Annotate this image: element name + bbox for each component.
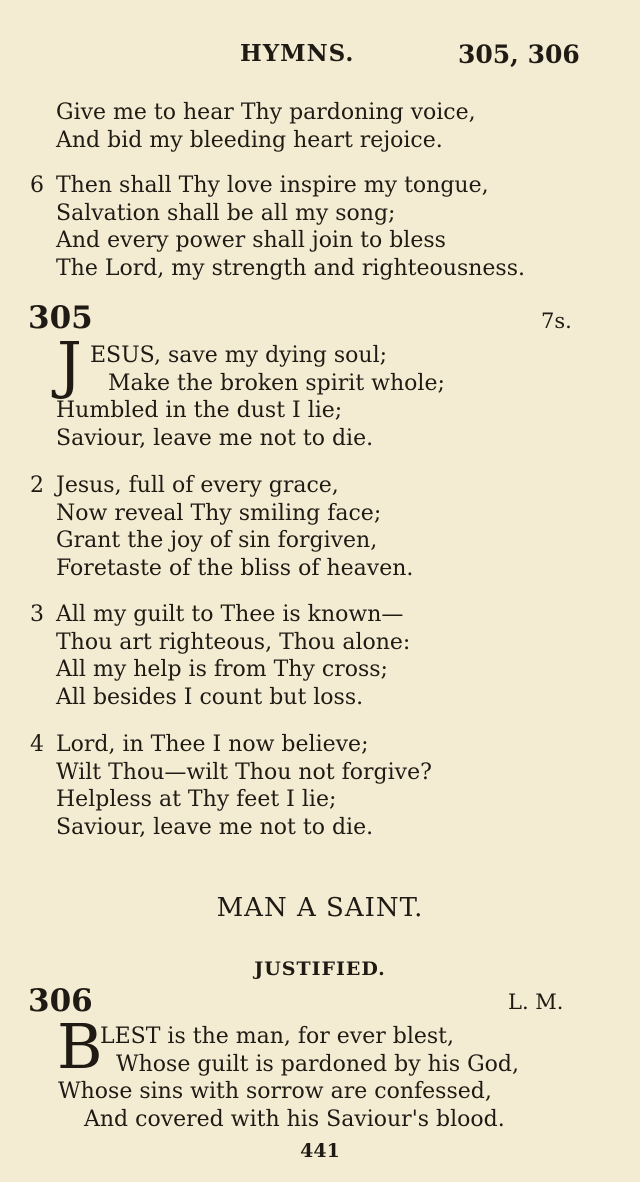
hymn-number-305: 305 (28, 300, 93, 336)
page-header (0, 40, 640, 74)
verse-line: Helpless at Thy feet I lie; (56, 787, 337, 812)
verse-line: Then shall Thy love inspire my tongue, (56, 173, 489, 198)
stanza-1-line2 (108, 370, 640, 398)
verse-line: Give me to hear Thy pardoning voice, (56, 100, 476, 125)
stanza-number: 4 (30, 732, 44, 757)
verse-line: Salvation shall be all my song; (56, 200, 396, 226)
hymn-306-line2 (116, 1051, 640, 1079)
hymn-306-line3 (58, 1078, 618, 1106)
hymn-meter-305: 7s. (541, 309, 572, 333)
hymn-306-line4 (84, 1106, 640, 1134)
stanza-1-rest (56, 397, 616, 452)
verse-line: LEST is the man, for ever blest, (100, 1024, 455, 1049)
verse-line: The Lord, my strength and righteousness. (56, 255, 525, 281)
hymn-range: 305, 306 (458, 40, 580, 69)
hymn-meter-306: L. M. (508, 990, 564, 1014)
stanza-number: 2 (30, 473, 44, 498)
stanza-3 (30, 601, 616, 711)
verse-line: Now reveal Thy smiling face; (56, 500, 382, 526)
running-title: HYMNS. (240, 40, 355, 67)
verse-line: Thou art righteous, Thou alone: (56, 629, 411, 655)
verse-line: Lord, in Thee I now believe; (56, 732, 369, 757)
stanza-number: 3 (30, 602, 44, 627)
stanza-number: 6 (30, 173, 44, 198)
hymn-number-306: 306 (28, 983, 93, 1019)
stanza-2 (30, 472, 616, 582)
verse-line: Grant the joy of sin forgiven, (56, 528, 378, 553)
verse-line: Jesus, full of every grace, (56, 473, 339, 498)
verse-line: Humbled in the dust I lie; (56, 398, 343, 423)
verse-line: Whose guilt is pardoned by his God, (116, 1051, 520, 1077)
section-title: MAN A SAINT. (216, 893, 424, 923)
hymn-306-line1 (100, 1023, 640, 1051)
verse-line: ESUS, save my dying soul; (90, 343, 388, 368)
stanza-6 (30, 172, 616, 282)
stanza-4 (30, 731, 616, 841)
verse-line: Saviour, leave me not to die. (56, 425, 374, 451)
verse-line: Wilt Thou—wilt Thou not forgive? (56, 759, 432, 785)
verse-line: Make the broken spirit whole; (108, 370, 445, 396)
drop-cap-306: B (57, 1010, 103, 1083)
stanza-continuation (56, 99, 616, 154)
verse-line: Foretaste of the bliss of heaven. (56, 555, 414, 581)
verse-line: All besides I count but loss. (56, 684, 364, 710)
stanza-1-head (90, 342, 640, 370)
section-subtitle: JUSTIFIED. (254, 958, 386, 980)
verse-line: All my help is from Thy cross; (56, 657, 388, 682)
verse-line: All my guilt to Thee is known— (56, 602, 404, 627)
verse-line: And covered with his Saviour's blood. (84, 1106, 505, 1132)
page-number: 441 (300, 1140, 340, 1162)
verse-line: And every power shall join to bless (56, 228, 446, 253)
verse-line: Saviour, leave me not to die. (56, 814, 374, 840)
verse-line: And bid my bleeding heart rejoice. (56, 127, 443, 153)
verse-line: Whose sins with sorrow are confessed, (58, 1079, 492, 1104)
drop-cap-305: J (57, 328, 82, 401)
